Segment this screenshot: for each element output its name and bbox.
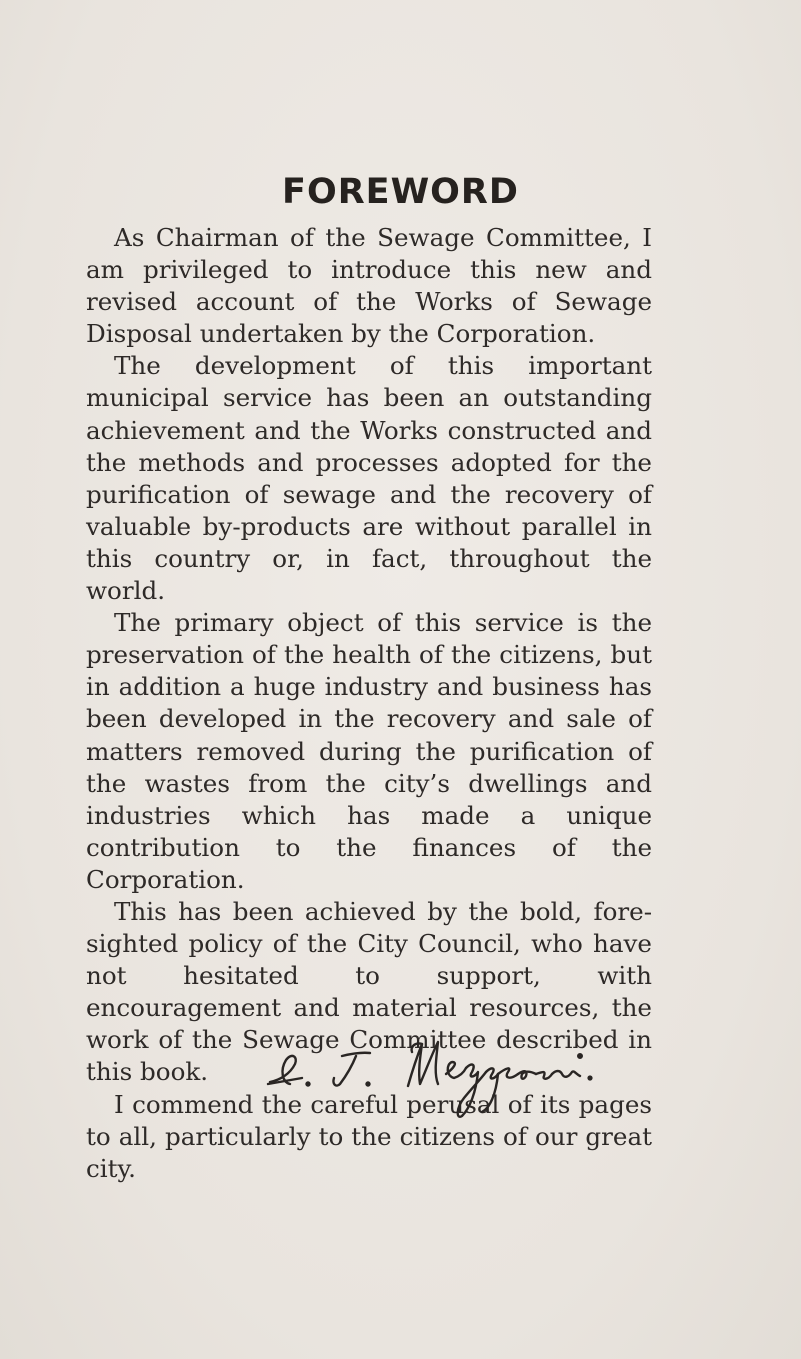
paragraph-4: This has been achieved by the bold, fore-sighted policy of the City Council, who have not hesitated to support, with encouragement and material resources, the work of the Sewage Committee described in this book.: [86, 896, 652, 1087]
paragraph-1: As Chairman of the Sewage Committee, I am privileged to introduce this new and revised account of the Works of Sewage Disposal undertaken by the Corporation.: [86, 223, 652, 349]
page-title: FOREWORD: [282, 172, 519, 212]
paragraph-2: The development of this important municipal service has been an outstanding achievement and the Works constructed and the methods and processes adopted for the purification of sewage and the recovery of valuable by-products are without parallel in this country or, in fact, throughout the world.: [86, 351, 652, 606]
paragraph-3: The primary object of this service is the preservation of the health of the citizens, but in addition a huge industry and business has been developed in the recovery and sale of matters removed during the purification of the wastes from the city’s dwellings and industries which has made a unique contribution to the finances of the Corporation.: [86, 608, 652, 894]
signature: [250, 1012, 680, 1122]
paragraph-5: I commend the careful perusal of its pages to all, particularly to the citizens of our great city.: [86, 1089, 652, 1183]
signature-icon: [250, 1012, 680, 1122]
